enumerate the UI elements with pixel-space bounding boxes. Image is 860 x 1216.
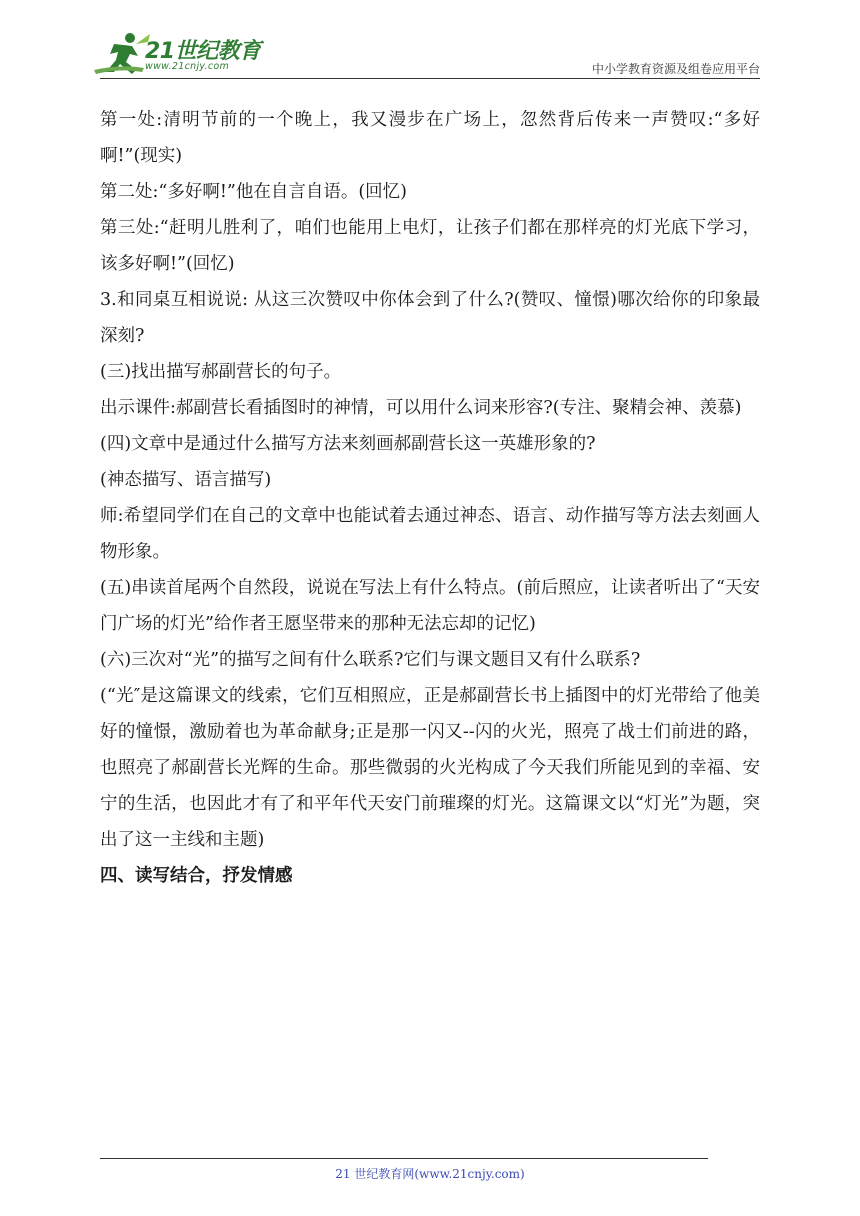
paragraph: 第二处:“多好啊!”他在自言自语。(回忆)	[100, 182, 407, 202]
footer-text: 21 世纪教育网(www.21cnjy.com)	[335, 1167, 525, 1181]
paragraph: 师:希望同学们在自己的文章中也能试着去通过神态、语言、动作描写等方法去刻画人物形象。	[100, 506, 760, 562]
paragraph: (神态描写、语言描写)	[100, 470, 272, 490]
paragraph: 第三处:“赶明儿胜利了，咱们也能用上电灯，让孩子们都在那样亮的灯光底下学习，该多好啊!”(回忆)	[100, 218, 760, 274]
section-heading: 四、读写结合，抒发情感	[100, 866, 293, 886]
header-divider	[100, 78, 760, 79]
paragraph: (“光″是这篇课文的线索，它们互相照应，正是郝副营长书上插图中的灯光带给了他美好的憧憬，激励着也为革命献身;正是那一闪又--闪的火光，照亮了战士们前进的路，也照亮了郝副营长光辉的生命。那些微弱的火光构成了今天我们所能见到的幸福、安宁的生活，也因此才有了和平年代天安门前璀璨的灯光。这篇课文以“灯光”为题，突出了这一主线和主题)	[100, 686, 760, 850]
platform-title: 中小学教育资源及组卷应用平台	[591, 62, 760, 76]
page-header	[0, 0, 860, 86]
paragraph: 3.和同桌互相说说: 从这三次赞叹中你体会到了什么?(赞叹、憧憬)哪次给你的印象最深刻?	[100, 290, 760, 346]
paragraph: (六)三次对“光”的描写之间有什么联系?它们与课文题目又有什么联系?	[100, 650, 641, 670]
paragraph: (三)找出描写郝副营长的句子。	[100, 362, 342, 382]
logo-text: 21世纪教育	[145, 39, 261, 64]
paragraph: 第一处:清明节前的一个晚上，我又漫步在广场上，忽然背后传来一声赞叹:“多好啊!”(现实)	[100, 110, 760, 166]
paragraph: (五)串读首尾两个自然段，说说在写法上有什么特点。(前后照应，让读者听出了“天安门广场的灯光”给作者王愿坚带来的那种无法忘却的记忆)	[100, 578, 760, 634]
logo-url: www.21cnjy.com	[145, 61, 230, 72]
paragraph: (四)文章中是通过什么描写方法来刻画郝副营长这一英雄形象的?	[100, 434, 596, 454]
footer-divider	[100, 1158, 708, 1159]
document-body	[100, 102, 760, 894]
paragraph: 出示课件:郝副营长看插图时的神情，可以用什么词来形容?(专注、聚精会神、羡慕)	[100, 398, 742, 418]
